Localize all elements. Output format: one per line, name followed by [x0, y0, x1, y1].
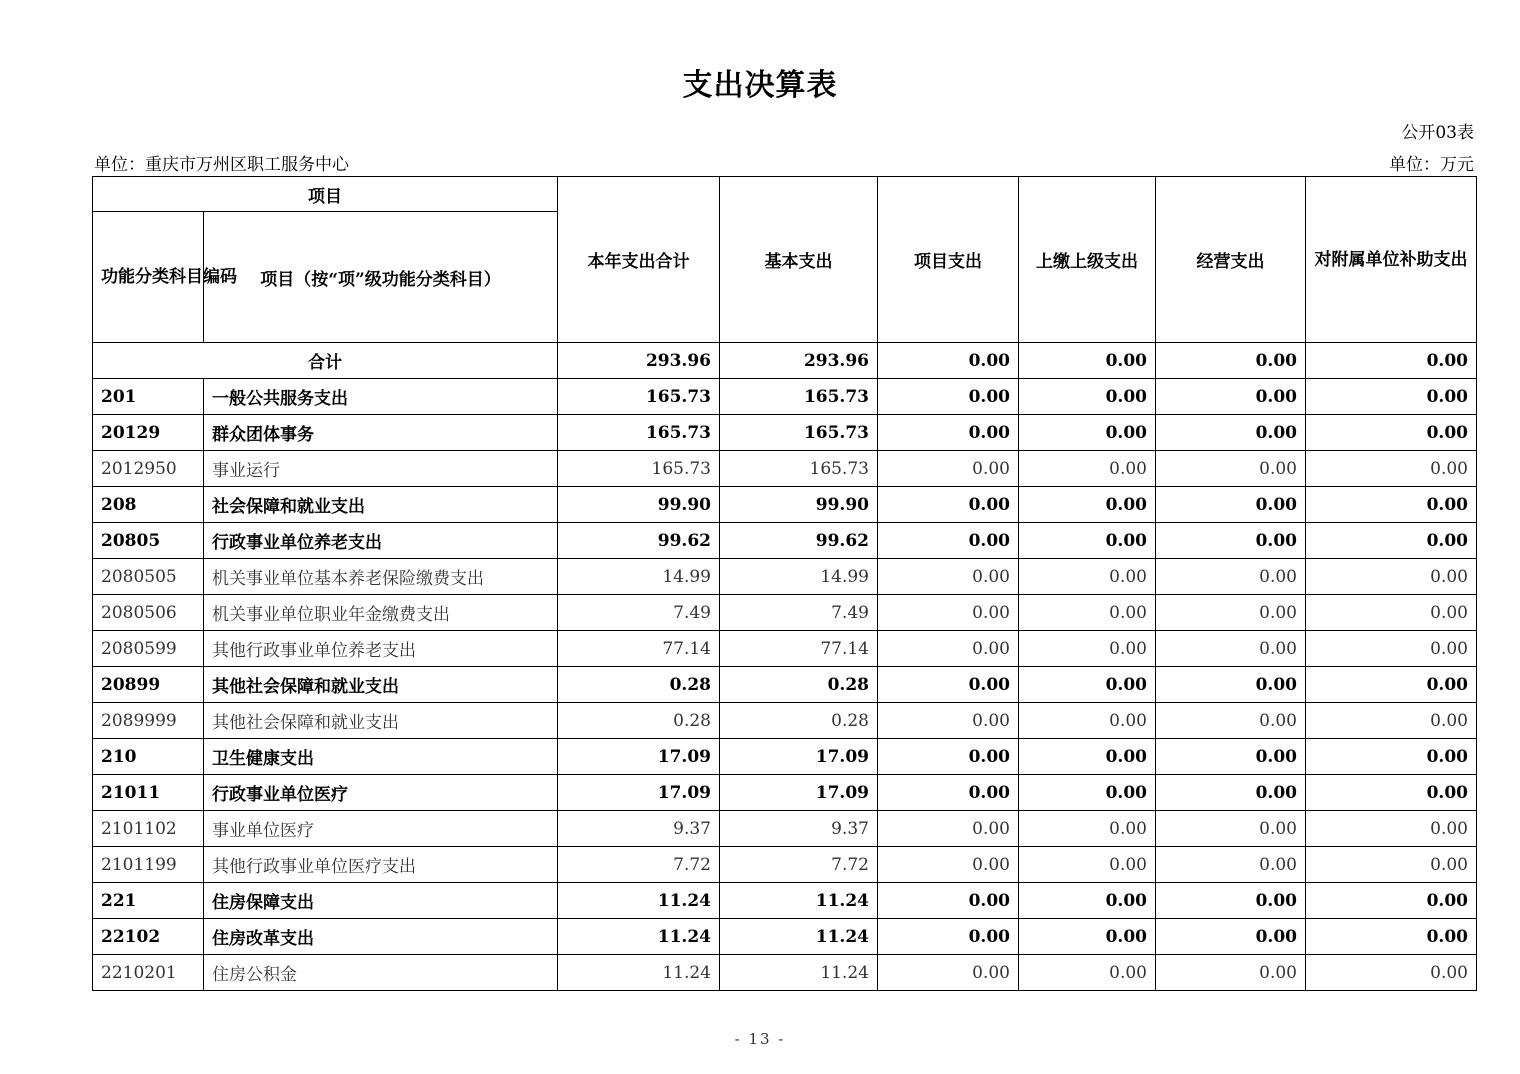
table-row — [93, 559, 1477, 595]
row-project: 0.00 — [878, 847, 1019, 883]
row-total: 11.24 — [558, 919, 720, 955]
row-basic: 0.28 — [720, 667, 878, 703]
row-basic: 99.90 — [720, 487, 878, 523]
row-subsidy: 0.00 — [1306, 523, 1477, 559]
row-upper: 0.00 — [1019, 415, 1156, 451]
table-row — [93, 883, 1477, 919]
table-row — [93, 739, 1477, 775]
row-total: 99.90 — [558, 487, 720, 523]
row-business: 0.00 — [1156, 775, 1306, 811]
row-code: 2080506 — [93, 595, 204, 631]
row-business: 0.00 — [1156, 739, 1306, 775]
page-number: - 13 - — [734, 1030, 786, 1048]
currency-unit: 单位：万元 — [1389, 155, 1474, 175]
row-business: 0.00 — [1156, 415, 1306, 451]
row-name: 住房改革支出 — [204, 919, 558, 955]
row-name: 其他行政事业单位养老支出 — [204, 631, 558, 667]
row-code: 201 — [93, 379, 204, 415]
row-business: 0.00 — [1156, 451, 1306, 487]
row-name: 行政事业单位养老支出 — [204, 523, 558, 559]
table-row — [93, 955, 1477, 991]
row-code: 20129 — [93, 415, 204, 451]
row-upper: 0.00 — [1019, 703, 1156, 739]
row-upper: 0.00 — [1019, 487, 1156, 523]
table-row — [93, 451, 1477, 487]
row-subsidy: 0.00 — [1306, 775, 1477, 811]
header-total: 本年支出合计 — [558, 177, 720, 343]
row-total: 7.49 — [558, 595, 720, 631]
row-name: 事业运行 — [204, 451, 558, 487]
row-name: 一般公共服务支出 — [204, 379, 558, 415]
table-row — [93, 595, 1477, 631]
header-project: 项目支出 — [878, 177, 1019, 343]
row-subsidy: 0.00 — [1306, 703, 1477, 739]
row-subsidy: 0.00 — [1306, 487, 1477, 523]
header-subsidy: 对附属单位补助支出 — [1306, 177, 1477, 343]
row-subsidy: 0.00 — [1306, 883, 1477, 919]
total-business: 0.00 — [1156, 343, 1306, 379]
table-row — [93, 703, 1477, 739]
row-upper: 0.00 — [1019, 451, 1156, 487]
row-code: 2089999 — [93, 703, 204, 739]
row-basic: 99.62 — [720, 523, 878, 559]
row-subsidy: 0.00 — [1306, 631, 1477, 667]
row-basic: 0.28 — [720, 703, 878, 739]
table-row — [93, 847, 1477, 883]
row-basic: 165.73 — [720, 451, 878, 487]
row-business: 0.00 — [1156, 955, 1306, 991]
row-upper: 0.00 — [1019, 631, 1156, 667]
total-project: 0.00 — [878, 343, 1019, 379]
row-total: 99.62 — [558, 523, 720, 559]
row-total: 14.99 — [558, 559, 720, 595]
row-name: 其他社会保障和就业支出 — [204, 667, 558, 703]
total-subsidy: 0.00 — [1306, 343, 1477, 379]
row-total: 165.73 — [558, 379, 720, 415]
row-subsidy: 0.00 — [1306, 955, 1477, 991]
row-subsidy: 0.00 — [1306, 595, 1477, 631]
row-basic: 165.73 — [720, 415, 878, 451]
row-business: 0.00 — [1156, 811, 1306, 847]
row-total: 9.37 — [558, 811, 720, 847]
row-basic: 14.99 — [720, 559, 878, 595]
row-name: 机关事业单位基本养老保险缴费支出 — [204, 559, 558, 595]
row-basic: 165.73 — [720, 379, 878, 415]
reporting-unit: 单位：重庆市万州区职工服务中心 — [94, 155, 349, 175]
row-basic: 7.49 — [720, 595, 878, 631]
row-name: 其他社会保障和就业支出 — [204, 703, 558, 739]
header-business: 经营支出 — [1156, 177, 1306, 343]
row-business: 0.00 — [1156, 595, 1306, 631]
row-business: 0.00 — [1156, 667, 1306, 703]
row-subsidy: 0.00 — [1306, 811, 1477, 847]
row-business: 0.00 — [1156, 523, 1306, 559]
row-upper: 0.00 — [1019, 811, 1156, 847]
row-code: 20899 — [93, 667, 204, 703]
row-total: 7.72 — [558, 847, 720, 883]
row-code: 20805 — [93, 523, 204, 559]
row-subsidy: 0.00 — [1306, 739, 1477, 775]
row-project: 0.00 — [878, 559, 1019, 595]
row-upper: 0.00 — [1019, 775, 1156, 811]
row-total: 0.28 — [558, 667, 720, 703]
row-project: 0.00 — [878, 667, 1019, 703]
table-row — [93, 523, 1477, 559]
row-name: 其他行政事业单位医疗支出 — [204, 847, 558, 883]
row-upper: 0.00 — [1019, 379, 1156, 415]
row-upper: 0.00 — [1019, 739, 1156, 775]
row-code: 2101199 — [93, 847, 204, 883]
row-basic: 17.09 — [720, 775, 878, 811]
row-code: 21011 — [93, 775, 204, 811]
row-business: 0.00 — [1156, 703, 1306, 739]
row-upper: 0.00 — [1019, 955, 1156, 991]
row-subsidy: 0.00 — [1306, 667, 1477, 703]
row-business: 0.00 — [1156, 631, 1306, 667]
page-title: 支出决算表 — [682, 68, 838, 103]
table-row — [93, 667, 1477, 703]
row-upper: 0.00 — [1019, 847, 1156, 883]
row-name: 住房公积金 — [204, 955, 558, 991]
table-row — [93, 487, 1477, 523]
row-upper: 0.00 — [1019, 595, 1156, 631]
table-row — [93, 631, 1477, 667]
header-code: 功能分类科目编码 — [93, 212, 204, 343]
row-project: 0.00 — [878, 379, 1019, 415]
row-total: 11.24 — [558, 955, 720, 991]
row-code: 2080505 — [93, 559, 204, 595]
row-name: 住房保障支出 — [204, 883, 558, 919]
row-subsidy: 0.00 — [1306, 415, 1477, 451]
row-project: 0.00 — [878, 595, 1019, 631]
header-name: 项目（按“项”级功能分类科目） — [204, 212, 558, 343]
row-business: 0.00 — [1156, 847, 1306, 883]
row-total: 165.73 — [558, 415, 720, 451]
row-code: 210 — [93, 739, 204, 775]
row-total: 77.14 — [558, 631, 720, 667]
row-subsidy: 0.00 — [1306, 919, 1477, 955]
row-name: 事业单位医疗 — [204, 811, 558, 847]
row-total: 17.09 — [558, 739, 720, 775]
total-row — [93, 343, 1477, 379]
header-project-group: 项目 — [93, 177, 558, 212]
row-project: 0.00 — [878, 631, 1019, 667]
row-business: 0.00 — [1156, 379, 1306, 415]
row-subsidy: 0.00 — [1306, 379, 1477, 415]
row-upper: 0.00 — [1019, 919, 1156, 955]
row-project: 0.00 — [878, 415, 1019, 451]
total-label: 合计 — [93, 343, 558, 379]
row-business: 0.00 — [1156, 919, 1306, 955]
row-basic: 9.37 — [720, 811, 878, 847]
row-code: 221 — [93, 883, 204, 919]
row-name: 机关事业单位职业年金缴费支出 — [204, 595, 558, 631]
row-upper: 0.00 — [1019, 559, 1156, 595]
row-upper: 0.00 — [1019, 523, 1156, 559]
row-name: 行政事业单位医疗 — [204, 775, 558, 811]
row-code: 208 — [93, 487, 204, 523]
row-business: 0.00 — [1156, 487, 1306, 523]
header-upper: 上缴上级支出 — [1019, 177, 1156, 343]
row-basic: 11.24 — [720, 919, 878, 955]
row-project: 0.00 — [878, 811, 1019, 847]
row-project: 0.00 — [878, 739, 1019, 775]
row-subsidy: 0.00 — [1306, 559, 1477, 595]
row-project: 0.00 — [878, 919, 1019, 955]
row-basic: 11.24 — [720, 883, 878, 919]
row-project: 0.00 — [878, 703, 1019, 739]
row-project: 0.00 — [878, 451, 1019, 487]
total-basic: 293.96 — [720, 343, 878, 379]
row-code: 2210201 — [93, 955, 204, 991]
table-row — [93, 919, 1477, 955]
row-upper: 0.00 — [1019, 667, 1156, 703]
form-number: 公开03表 — [1401, 123, 1474, 143]
table-row — [93, 379, 1477, 415]
row-basic: 77.14 — [720, 631, 878, 667]
row-code: 22102 — [93, 919, 204, 955]
row-code: 2080599 — [93, 631, 204, 667]
row-project: 0.00 — [878, 523, 1019, 559]
row-name: 卫生健康支出 — [204, 739, 558, 775]
row-code: 2012950 — [93, 451, 204, 487]
row-total: 165.73 — [558, 451, 720, 487]
row-name: 群众团体事务 — [204, 415, 558, 451]
row-name: 社会保障和就业支出 — [204, 487, 558, 523]
header-basic: 基本支出 — [720, 177, 878, 343]
row-basic: 11.24 — [720, 955, 878, 991]
total-upper: 0.00 — [1019, 343, 1156, 379]
row-total: 11.24 — [558, 883, 720, 919]
row-business: 0.00 — [1156, 559, 1306, 595]
table-row — [93, 775, 1477, 811]
row-business: 0.00 — [1156, 883, 1306, 919]
row-total: 17.09 — [558, 775, 720, 811]
row-subsidy: 0.00 — [1306, 847, 1477, 883]
row-basic: 7.72 — [720, 847, 878, 883]
row-subsidy: 0.00 — [1306, 451, 1477, 487]
row-total: 0.28 — [558, 703, 720, 739]
total-total: 293.96 — [558, 343, 720, 379]
row-project: 0.00 — [878, 487, 1019, 523]
row-code: 2101102 — [93, 811, 204, 847]
expenditure-table — [92, 176, 1477, 991]
table-row — [93, 415, 1477, 451]
row-project: 0.00 — [878, 883, 1019, 919]
row-project: 0.00 — [878, 955, 1019, 991]
row-basic: 17.09 — [720, 739, 878, 775]
row-upper: 0.00 — [1019, 883, 1156, 919]
row-project: 0.00 — [878, 775, 1019, 811]
table-row — [93, 811, 1477, 847]
